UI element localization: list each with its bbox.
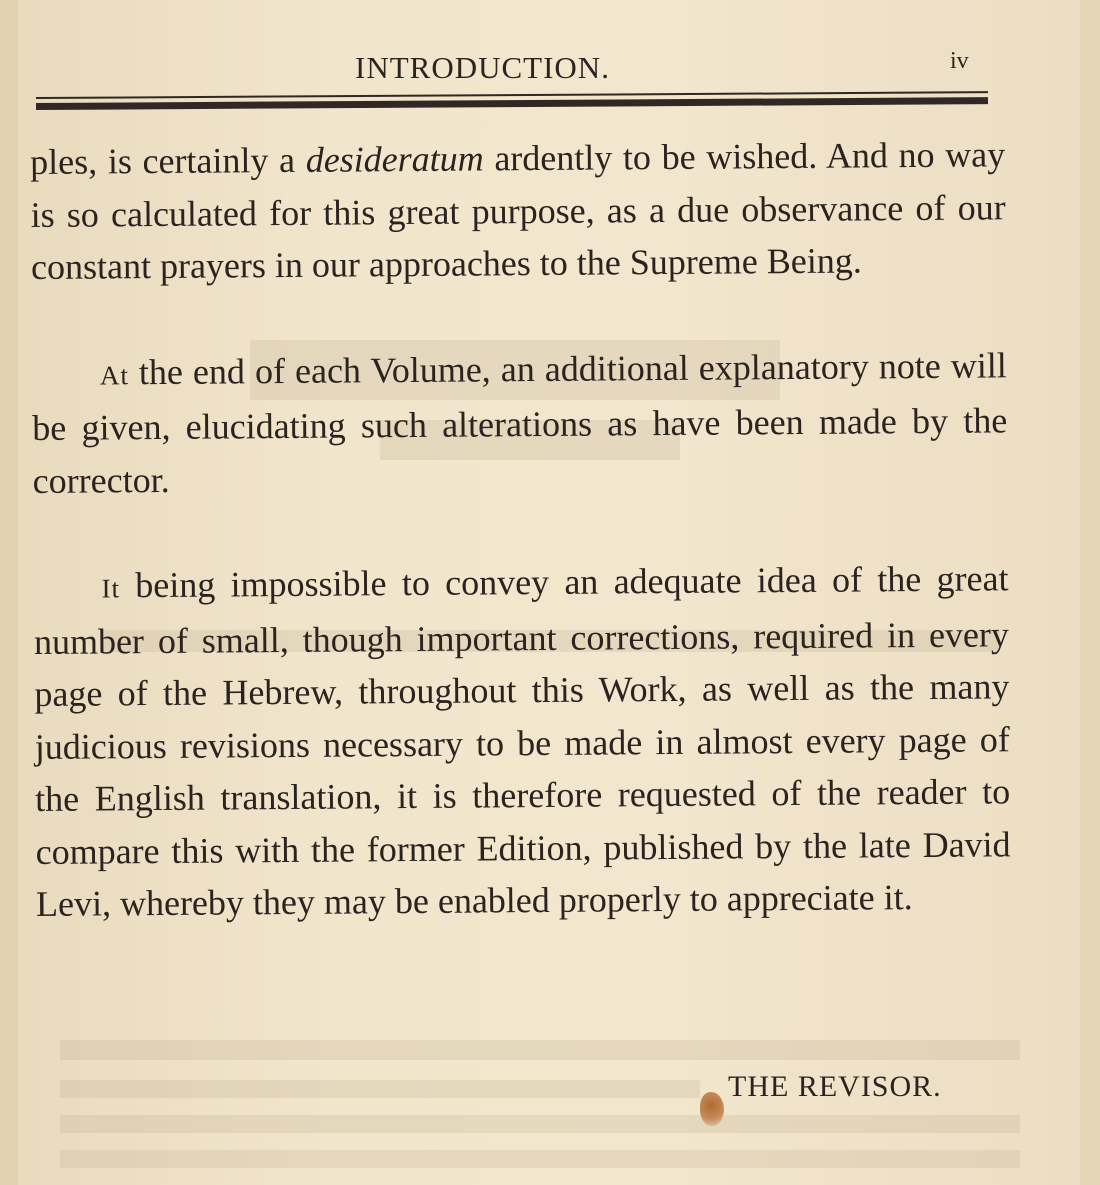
ink-stain: [700, 1092, 724, 1126]
paragraph-2-text: the end of each Volume, an additional explanatory note will be given, elucidating such alterations as have been made by the corrector.: [32, 344, 1008, 501]
running-head: INTRODUCTION.: [355, 50, 610, 85]
italic-term: desideratum: [305, 138, 484, 180]
paragraph-3-lead: It: [101, 573, 121, 604]
paragraph-2-lead: At: [99, 359, 129, 390]
page-number: iv: [950, 48, 969, 74]
paragraph-1-start: ples, is certainly a: [30, 139, 306, 182]
header-rule-thick: [36, 97, 988, 110]
signature: THE REVISOR.: [728, 1070, 942, 1103]
paragraph-3-text: being impossible to convey an adequate idea of the great number of small, though important corrections, required in every page of the Hebrew, throughout this Work, as well as the many judicious revisions necessary to be made in almost every page of the English translation, it is therefore requested of the reader to compare this with the former Edition, published by the late David Levi, whereby they may be enabled properly to appreciate it.: [33, 558, 1011, 924]
paragraph-1: [30, 128, 1006, 293]
paragraph-1-rest: ardently to be wished. And no way is so calculated for this great purpose, as a due observance of our constant prayers in our approaches to the Supreme Being.: [30, 134, 1006, 287]
body-text: [30, 128, 1012, 983]
paragraph-2: [32, 339, 1008, 507]
paragraph-3: [33, 552, 1011, 930]
page-header: [0, 48, 1100, 88]
